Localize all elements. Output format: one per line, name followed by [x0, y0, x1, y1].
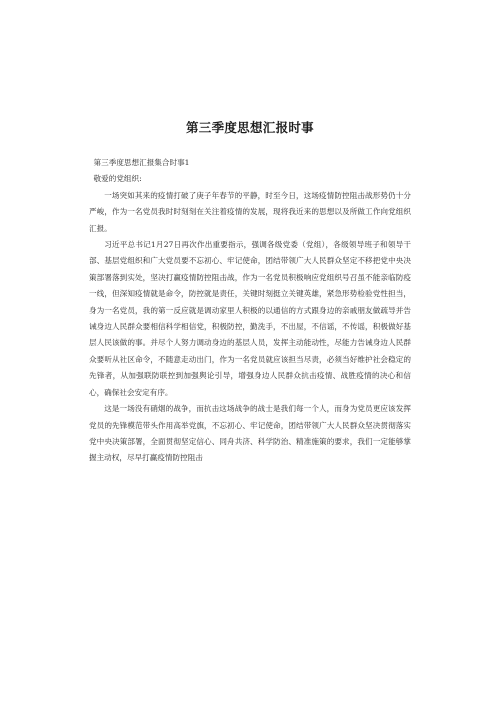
salutation: 敬爱的党组织: [93, 174, 142, 184]
document-title: 第三季度思想汇报时事 [185, 120, 314, 135]
document-subtitle: 第三季度思想汇报集合时事1 [93, 158, 190, 167]
body-paragraph-1: 一场突如其来的疫情打破了庚子年春节的平静，时至今日，这场疫情防控阻击战形势仍十分严峻，作为一名党员我时时刻刻在关注着疫情的发展，现将我近来的思想以及所做工作向党组织汇报。 [89, 190, 411, 233]
body-paragraph-3: 这是一场没有硝烟的战争，而抗击这场战争的战士是我们每一个人，而身为党员更应该发挥党员的先锋模范带头作用高举党旗，不忘初心、牢记使命，团结带领广大人民群众坚决贯彻落实党中央决策部署，全面贯彻坚定信心、同舟共济、科学防治、精准施策的要求，我们一定能够掌握主动权，尽早打赢疫情防控阻击 [89, 404, 411, 463]
body-paragraph-2: 习近平总书记1月27日再次作出重要指示，强调各级党委（党组），各级领导班子和领导干部、基层党组织和广大党员要不忘初心、牢记使命，团结带领广大人民群众坚定不移把党中央决策部署落到实处，坚决打赢疫情防控阻击战，作为一名党员积极响应党组织号召虽不能亲临防疫一线，但深知疫情就是命令，防控就是责任，关键时刻挺立关键英雄，紧急形势检验党性担当，身为一名党员，我的第一反应就是调动家里人积极的以通信的方式跟身边的亲戚朋友做疏导并告诫身边人民群众要相信科学相信党，积极防控，勤洗手，不出屋，不信谣，不传谣，积极做好基层人民该做的事。并尽个人努力调动身边的基层人员，发挥主动能动性，尽能力告诫身边人民群众要听从社区命令，不随意走动出门，作为一名党员就应该担当尽责，必须当好维护社会稳定的先锋者，从加强联防联控到加强舆论引导，增强身边人民群众抗击疫情、战胜疫情的决心和信心，确保社会安定有序。 [89, 240, 411, 397]
document-body [89, 155, 411, 467]
